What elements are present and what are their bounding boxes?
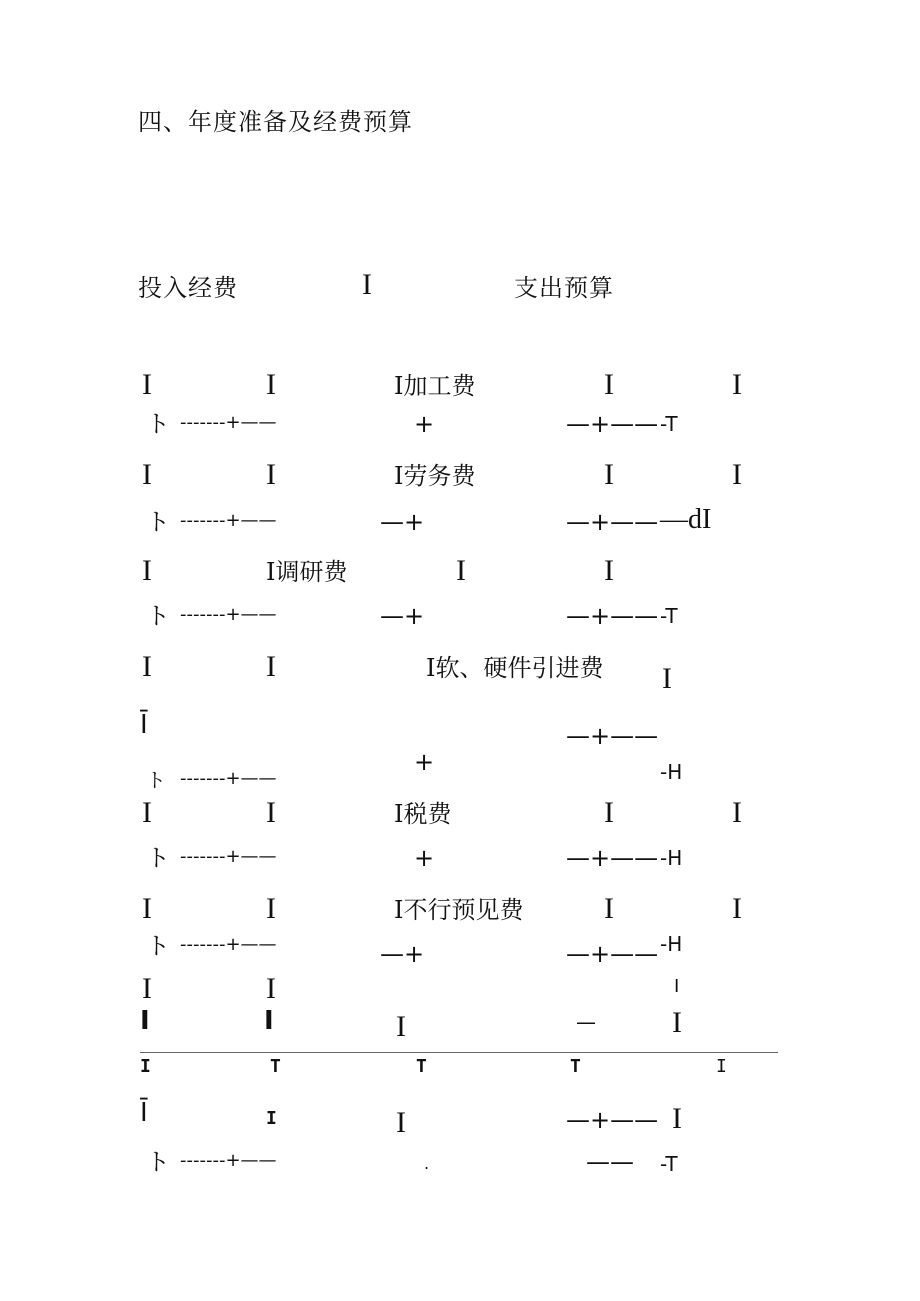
row-separator-right: —+——: [566, 722, 659, 750]
table-cell-bar: Ī: [140, 710, 148, 740]
row-separator-mid: —+: [380, 602, 425, 630]
row-separator-end: -H: [660, 846, 683, 870]
table-cell-bar: I: [732, 458, 742, 491]
table-cell-bar: I: [142, 368, 152, 401]
table-cell-bar: I: [716, 1056, 727, 1077]
row-separator-dash: -------+——: [180, 604, 277, 625]
row-separator-mid: —+: [380, 508, 425, 536]
row-separator-right: —+——: [566, 508, 659, 536]
row-separator-right: ——: [586, 1148, 634, 1176]
table-cell-bar: I: [266, 368, 276, 401]
row-separator-lead: ト: [146, 602, 170, 630]
row-separator-right: —+——: [566, 602, 659, 630]
table-cell-bar: I: [142, 458, 152, 491]
table-cell-bar: I: [142, 972, 152, 1005]
row-separator-lead: ト: [146, 508, 170, 536]
row-separator-dash: -------+——: [180, 1150, 277, 1171]
row-separator-mid: +: [414, 410, 435, 438]
table-cell-bar: I: [674, 976, 680, 997]
item-research-fee: I调研费: [266, 558, 348, 586]
row-separator-lead: ト: [146, 1148, 170, 1176]
heading-divider: I: [362, 268, 372, 301]
table-cell-tee: T: [270, 1056, 281, 1077]
table-cell-bar: I: [266, 1108, 277, 1129]
table-cell-bar: I: [266, 892, 276, 925]
item-tax-fee: I税费: [394, 800, 452, 828]
table-cell-bar: I: [266, 796, 276, 829]
table-cell-bar: I: [266, 650, 276, 683]
row-separator-right: —+——: [566, 410, 659, 438]
row-separator-lead: ト: [146, 844, 170, 872]
item-processing-fee: I加工费: [394, 372, 476, 400]
table-cell-bar: I: [732, 368, 742, 401]
table-cell-bar: I: [264, 1006, 274, 1036]
section-title: 四、年度准备及经费预算: [138, 108, 413, 136]
row-separator-dash: -------+——: [180, 934, 277, 955]
row-separator-mid: +: [414, 748, 435, 776]
table-cell-bar: I: [266, 458, 276, 491]
table-cell-bar: I: [140, 1006, 150, 1036]
table-cell-bar: I: [266, 972, 276, 1005]
table-cell-bar: I: [142, 650, 152, 683]
heading-input-funds: 投入经费: [138, 274, 238, 302]
row-separator-dash: -------+——: [180, 846, 277, 867]
row-separator-mid: —+: [380, 940, 425, 968]
table-cell-dash: —: [576, 1010, 596, 1034]
row-separator-end: -H: [660, 932, 683, 956]
item-software-hardware-fee: I软、硬件引进费: [426, 654, 604, 682]
row-separator-end: -T: [660, 604, 678, 628]
item-contingency-fee: I不行预见费: [394, 896, 524, 924]
row-separator-end: -T: [660, 1152, 678, 1176]
table-cell-bar: I: [604, 458, 614, 491]
table-cell-tee: T: [416, 1056, 427, 1077]
row-separator-right: —+——: [566, 940, 659, 968]
row-separator-end: —dI: [660, 504, 712, 535]
row-separator-mid: +: [414, 844, 435, 872]
table-cell-bar: I: [456, 554, 466, 587]
table-cell-bar: I: [604, 892, 614, 925]
row-separator-end: -T: [660, 412, 678, 436]
table-cell-tee: T: [570, 1056, 581, 1077]
table-cell-bar: I: [662, 662, 672, 695]
table-cell-bar: I: [732, 796, 742, 829]
table-cell-bar: I: [604, 554, 614, 587]
row-separator-lead: ト: [146, 410, 170, 438]
table-cell-bar: I: [672, 1006, 682, 1039]
row-separator-right: —+——: [566, 1106, 659, 1134]
table-cell-bar: I: [396, 1106, 406, 1139]
row-separator-dash: -------+——: [180, 412, 277, 433]
row-separator-lead: ト: [146, 768, 166, 792]
table-cell-bar: I: [732, 892, 742, 925]
table-rule: [140, 1052, 778, 1053]
row-separator-dash: -------+——: [180, 510, 277, 531]
table-cell-bar: I: [142, 796, 152, 829]
table-cell-bar: I: [604, 368, 614, 401]
table-cell-bar: I: [672, 1102, 682, 1135]
table-cell-bar: Ī: [140, 1098, 148, 1128]
row-separator-end: -H: [660, 760, 683, 784]
item-labor-fee: I劳务费: [394, 462, 476, 490]
row-separator-lead: ト: [146, 932, 170, 960]
table-cell-bar: I: [140, 1056, 151, 1077]
row-separator-dash: -------+——: [180, 768, 277, 789]
table-cell-bar: I: [604, 796, 614, 829]
table-cell-bar: I: [396, 1010, 406, 1043]
table-cell-bar: I: [142, 554, 152, 587]
table-cell-bar: I: [142, 892, 152, 925]
row-separator-mid: .: [424, 1154, 430, 1173]
row-separator-right: —+——: [566, 844, 659, 872]
heading-expense-budget: 支出预算: [514, 274, 614, 302]
